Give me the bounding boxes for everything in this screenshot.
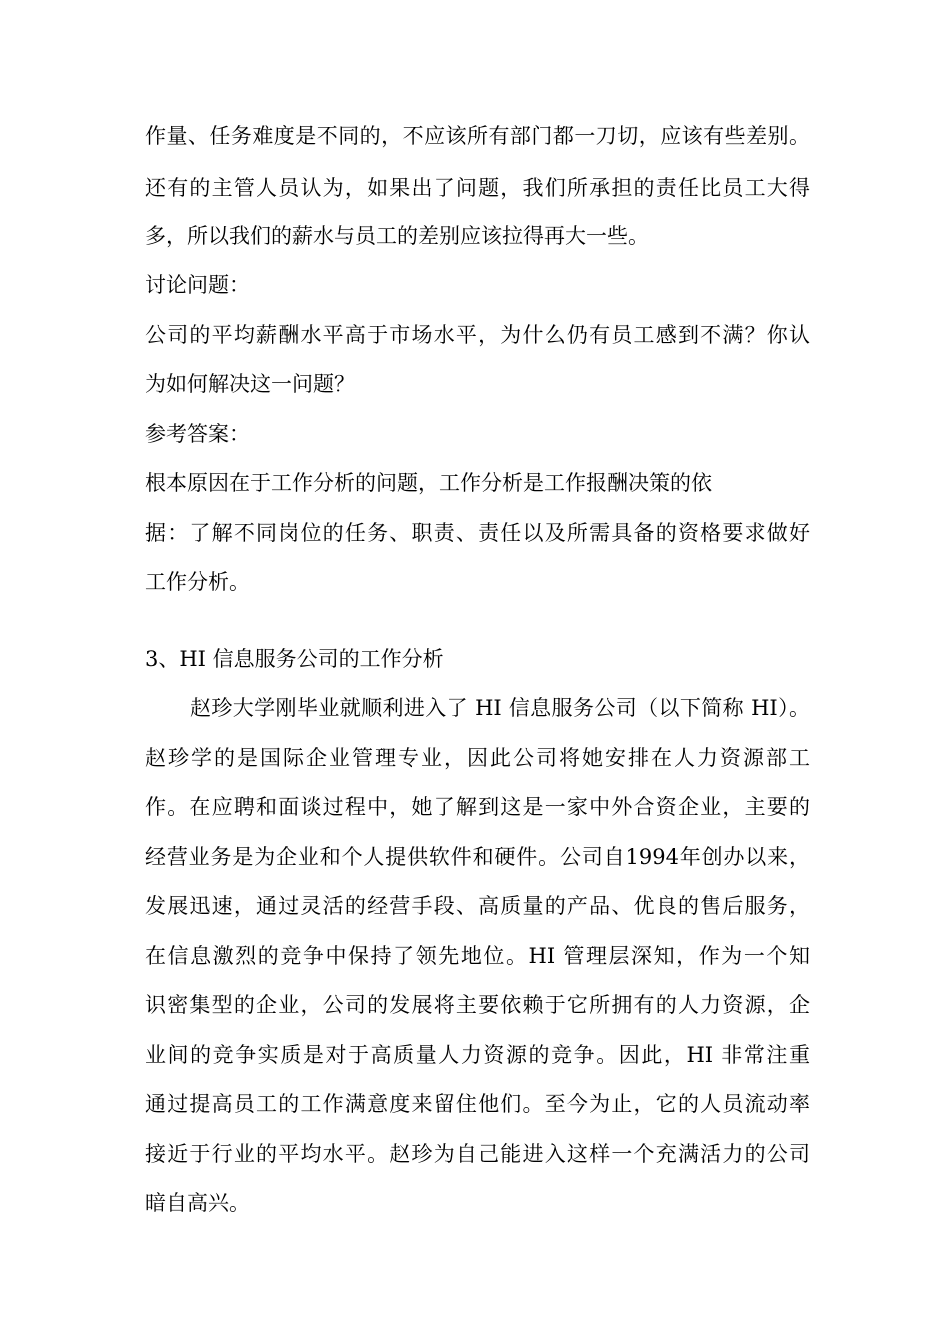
answer-line: 工作分析。	[145, 570, 250, 594]
paragraph-line: 在信息激烈的竞争中保持了领先地位。HI 管理层深知，作为一个知	[145, 944, 810, 968]
paragraph-line: 接近于行业的平均水平。赵珍为自己能进入这样一个充满活力的公司	[145, 1142, 810, 1166]
text-line: 多，所以我们的薪水与员工的差别应该拉得再大一些。	[145, 224, 649, 248]
answer-line: 据：了解不同岗位的任务、职责、责任以及所需具备的资格要求做好	[145, 521, 810, 545]
text-line: 作量、任务难度是不同的，不应该所有部门都一刀切，应该有些差别。	[145, 124, 810, 148]
section-heading: 3、HI 信息服务公司的工作分析	[145, 647, 444, 671]
paragraph-line: 通过提高员工的工作满意度来留住他们。至今为止，它的人员流动率	[145, 1092, 810, 1116]
paragraph-line: 作。在应聘和面谈过程中，她了解到这是一家中外合资企业，主要的	[145, 795, 810, 819]
discussion-question-line: 公司的平均薪酬水平高于市场水平，为什么仍有员工感到不满？你认	[145, 323, 810, 347]
paragraph-line: 业间的竞争实质是对于高质量人力资源的竞争。因此，HI 非常注重	[145, 1043, 810, 1067]
paragraph-line: 识密集型的企业，公司的发展将主要依赖于它所拥有的人力资源，企	[145, 993, 810, 1017]
discussion-question-line: 为如何解决这一问题？	[145, 372, 355, 396]
answer-line: 根本原因在于工作分析的问题，工作分析是工作报酬决策的依	[145, 471, 712, 495]
discussion-label: 讨论问题：	[145, 273, 250, 297]
paragraph-line: 经营业务是为企业和个人提供软件和硬件。公司自1994年创办以来，	[145, 845, 810, 869]
paragraph-line: 赵珍大学刚毕业就顺利进入了 HI 信息服务公司（以下简称 HI）。	[190, 696, 810, 720]
answer-label: 参考答案：	[145, 422, 250, 446]
paragraph-line: 暗自高兴。	[145, 1191, 250, 1215]
paragraph-line: 发展迅速，通过灵活的经营手段、高质量的产品、优良的售后服务，	[145, 894, 810, 918]
text-line: 还有的主管人员认为，如果出了问题，我们所承担的责任比员工大得	[145, 176, 810, 200]
paragraph-line: 赵珍学的是国际企业管理专业，因此公司将她安排在人力资源部工	[145, 746, 810, 770]
